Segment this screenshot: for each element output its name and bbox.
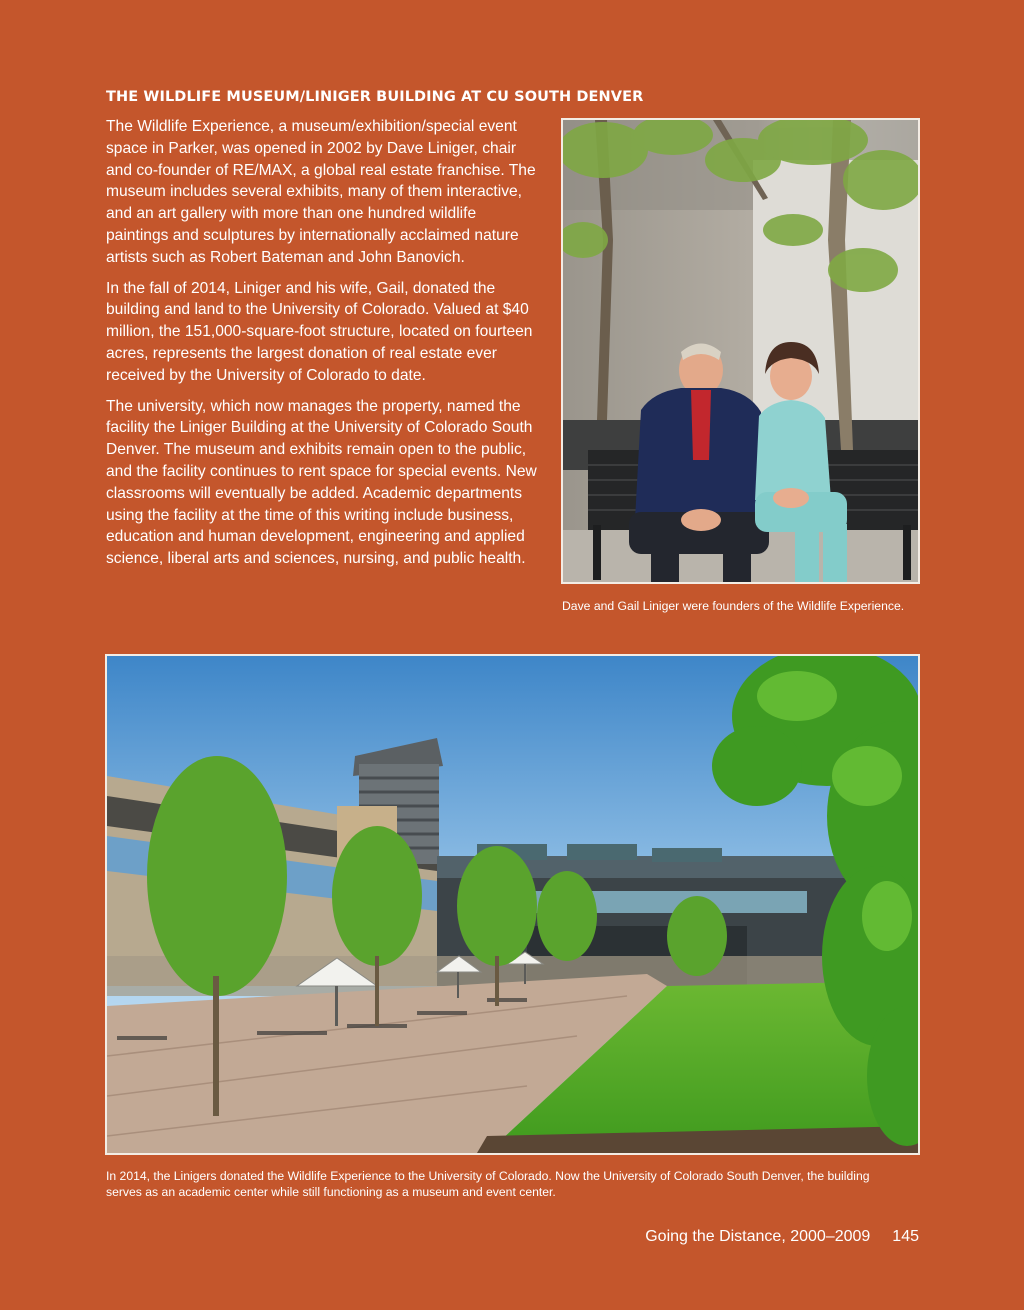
paragraph-3: The university, which now manages the property, named the facility the Liniger Building at the University of Colorado South Denver. The museum and exhibits remain open to the public, and the facility continues to rent space for special events. New classrooms will eventually be added. Academic departments using the facility at the time of this writing include business, education and human development, engineering and applied science, liberal arts and sciences, nursing, and public health. [106, 397, 537, 568]
paragraph-1: The Wildlife Experience, a museum/exhibition/special event space in Parker, was opened in 2002 by Dave Liniger, chair and co-founder of RE/MAX, a global real estate franchise. The museum includes several exhibits, many of them interactive, and an art gallery with more than one hundred wildlife paintings and sculptures by internationally acclaimed nature artists such as Robert Bateman and John Banovich. [106, 118, 536, 266]
page-footer [645, 1228, 919, 1246]
building-caption: In 2014, the Linigers donated the Wildlife Experience to the University of Colorado. Now the University of Colorado South Denver, the building serves as an academic center while still functioning as a museum and event center. [106, 1169, 870, 1199]
portrait-illustration [563, 120, 918, 582]
article-body [106, 116, 542, 579]
page-number: 145 [892, 1228, 919, 1245]
building-photo [105, 654, 920, 1155]
paragraph-2: In the fall of 2014, Liniger and his wife, Gail, donated the building and land to the University of Colorado. Valued at $40 million, the 151,000-square-foot structure, located on fourteen acres, represents the largest donation of real estate ever received by the University of Colorado to date. [106, 279, 533, 384]
section-heading: THE WILDLIFE MUSEUM/LINIGER BUILDING AT CU SOUTH DENVER [106, 89, 644, 105]
portrait-caption: Dave and Gail Liniger were founders of the Wildlife Experience. [562, 599, 905, 613]
running-title: Going the Distance, 2000–2009 [645, 1228, 871, 1245]
building-illustration [107, 656, 918, 1153]
portrait-photo [561, 118, 920, 584]
